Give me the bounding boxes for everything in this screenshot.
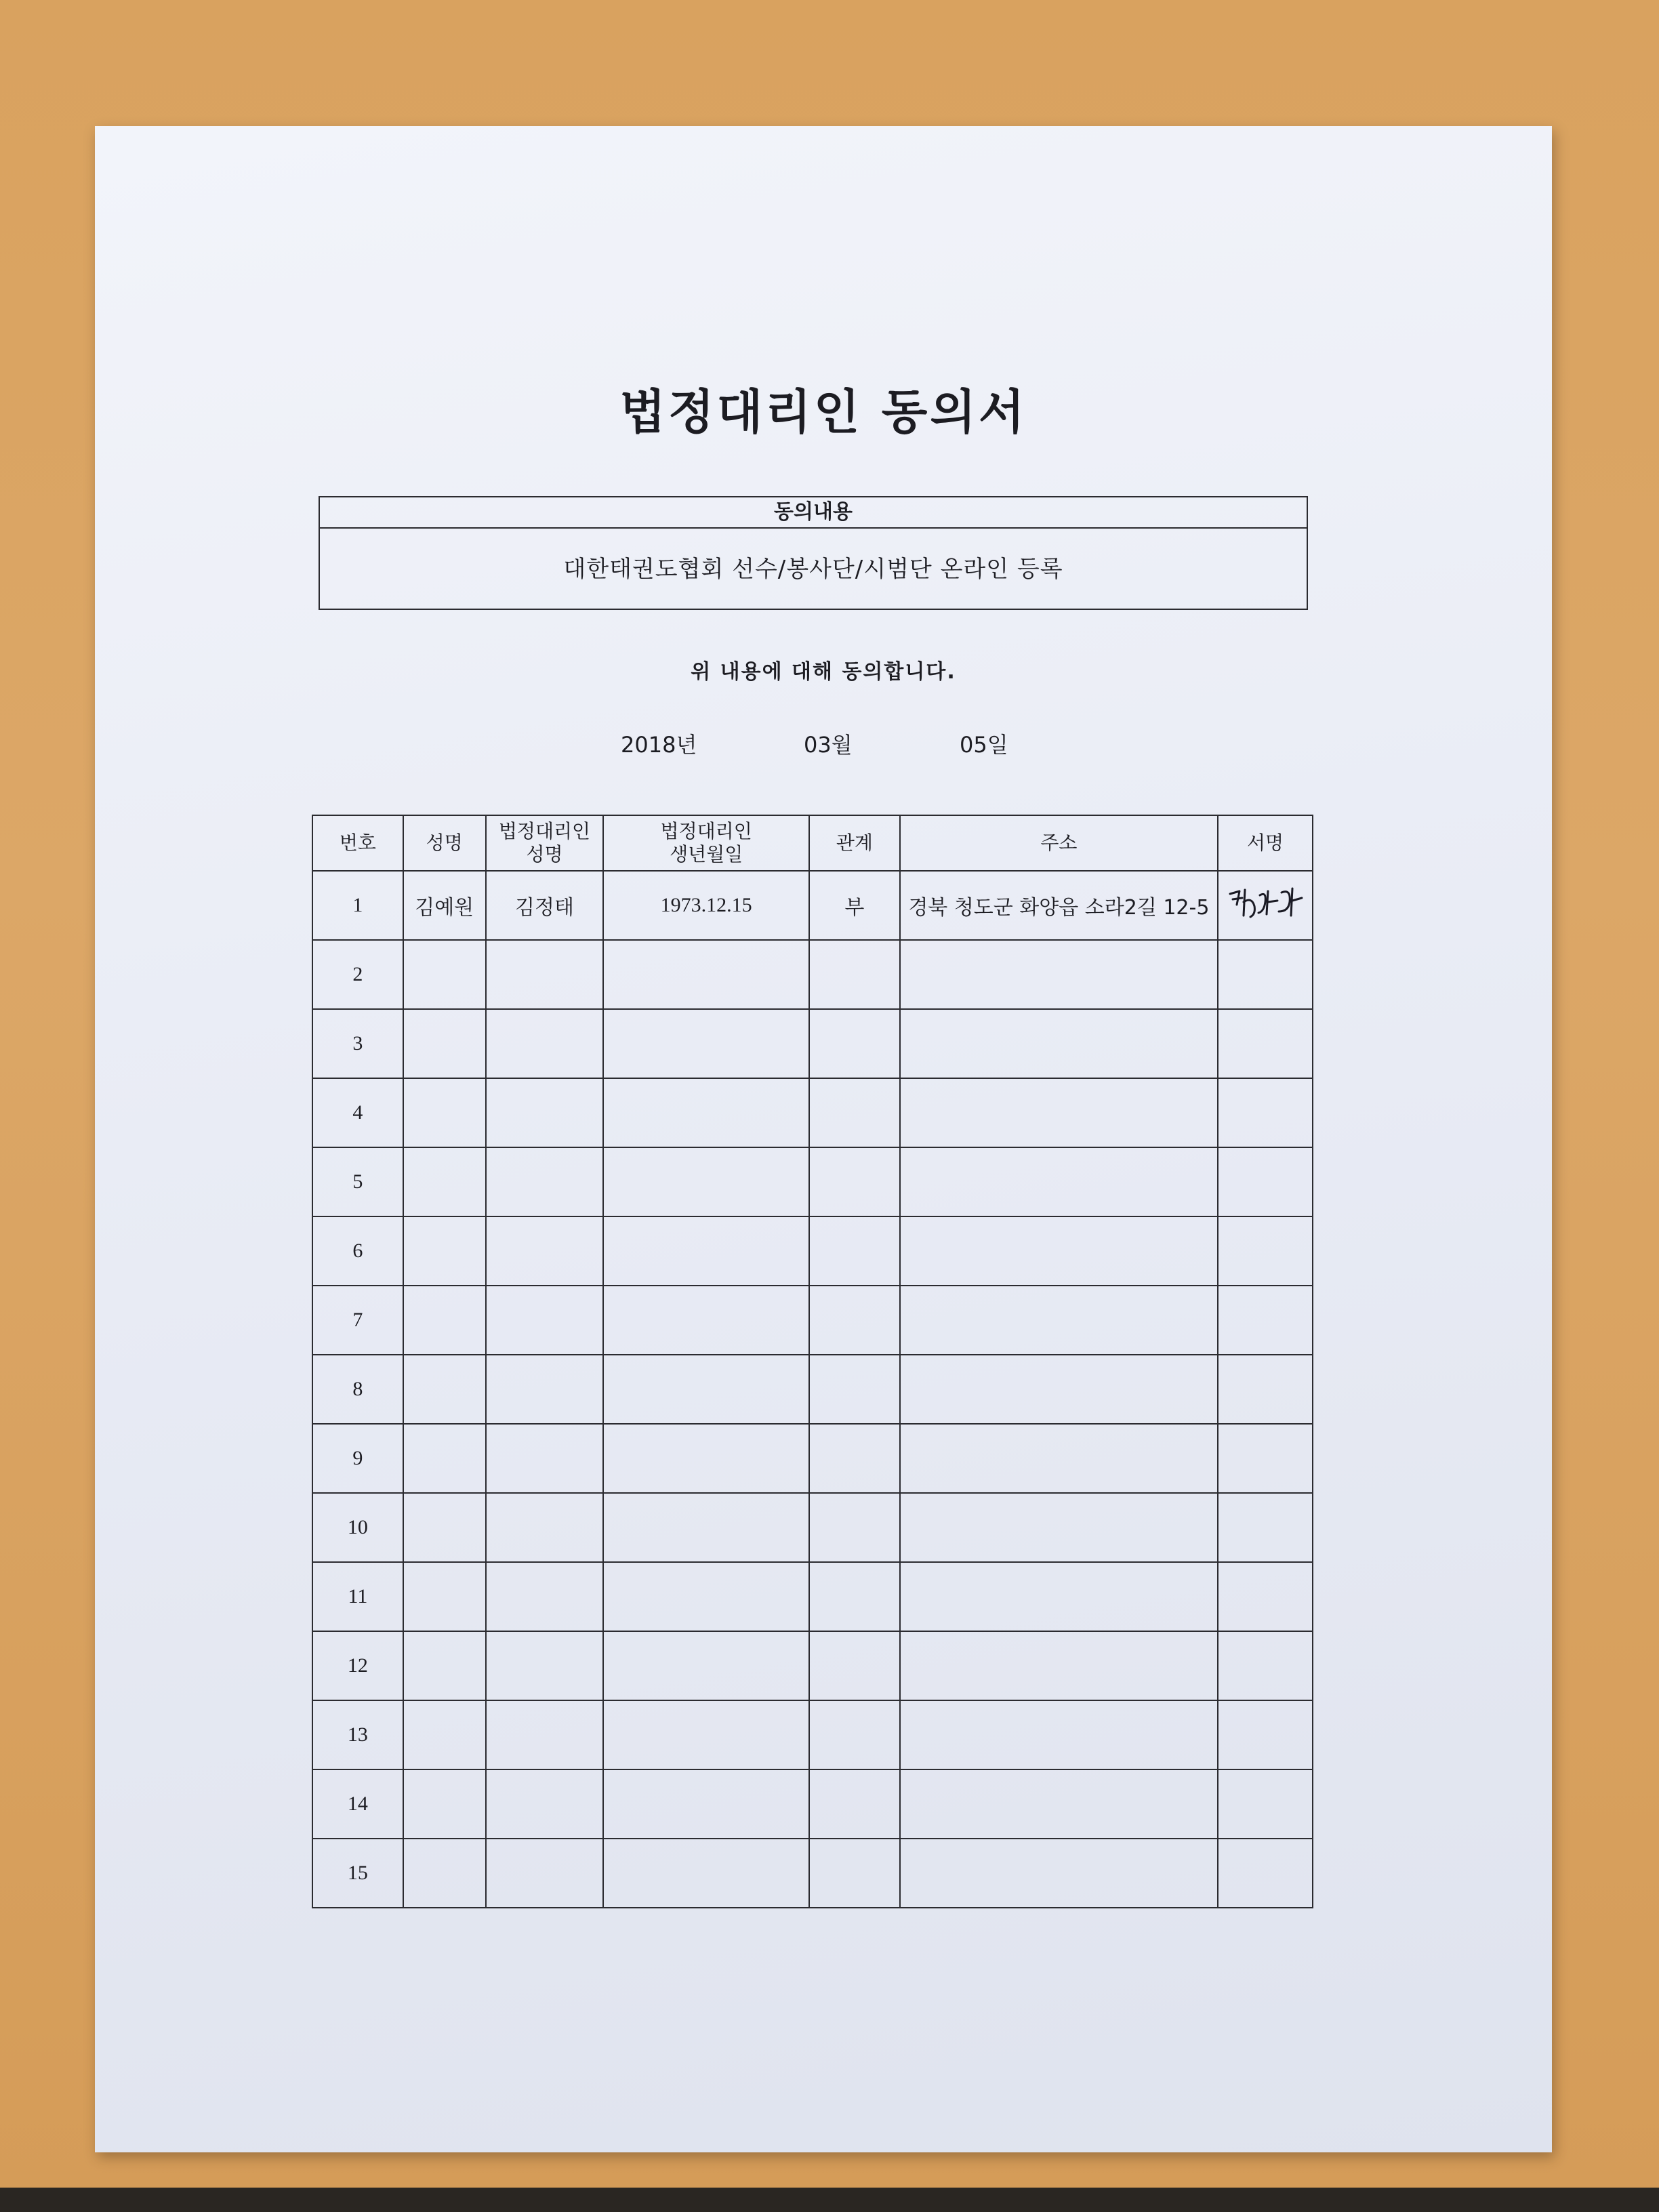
consent-content-body: 대한태권도협회 선수/봉사단/시범단 온라인 등록 xyxy=(563,556,1063,583)
cell-guardian-birth xyxy=(603,1562,809,1631)
cell-relation xyxy=(809,1078,900,1147)
cell-relation xyxy=(809,1769,900,1839)
cell-signature xyxy=(1218,1562,1313,1631)
cell-signature xyxy=(1218,1009,1313,1078)
header-name: 성명 xyxy=(403,815,486,871)
cell-relation xyxy=(809,1562,900,1631)
table-row xyxy=(312,1769,1313,1839)
cell-relation xyxy=(809,1009,900,1078)
cell-address xyxy=(900,1700,1218,1769)
background-edge xyxy=(0,2188,1659,2212)
header-guardian-birth-line1: 법정대리인 xyxy=(660,820,752,842)
cell-address xyxy=(900,940,1218,1009)
table-row xyxy=(312,1700,1313,1769)
cell-name xyxy=(403,1631,486,1700)
date-day: 05일 xyxy=(960,732,1008,758)
cell-signature xyxy=(1218,1839,1313,1908)
cell-guardian-name xyxy=(486,1562,604,1631)
table-row xyxy=(312,1147,1313,1216)
header-relation: 관계 xyxy=(809,815,900,871)
cell-signature xyxy=(1218,871,1313,940)
cell-name xyxy=(403,1147,486,1216)
cell-signature xyxy=(1218,1147,1313,1216)
cell-address xyxy=(900,1424,1218,1493)
cell-number: 1 xyxy=(312,871,403,940)
cell-signature xyxy=(1218,940,1313,1009)
cell-number: 13 xyxy=(312,1700,403,1769)
cell-guardian-name xyxy=(486,1493,604,1562)
header-guardian-birth-line2: 생년월일 xyxy=(670,843,743,865)
cell-guardian-birth xyxy=(603,1009,809,1078)
cell-name xyxy=(403,1700,486,1769)
cell-name xyxy=(403,1562,486,1631)
header-guardian-name xyxy=(486,815,604,871)
cell-guardian-birth xyxy=(603,1839,809,1908)
guardian-roster-table xyxy=(312,815,1313,1908)
cell-number: 14 xyxy=(312,1769,403,1839)
cell-relation xyxy=(809,940,900,1009)
table-row xyxy=(312,1216,1313,1286)
cell-number: 10 xyxy=(312,1493,403,1562)
cell-guardian-birth xyxy=(603,1286,809,1355)
cell-guardian-birth xyxy=(603,1493,809,1562)
cell-guardian-birth xyxy=(603,1631,809,1700)
table-row xyxy=(312,1631,1313,1700)
cell-guardian-name xyxy=(486,1424,604,1493)
cell-relation xyxy=(809,1493,900,1562)
cell-relation xyxy=(809,1700,900,1769)
cell-guardian-name xyxy=(486,1769,604,1839)
cell-address xyxy=(900,1493,1218,1562)
cell-guardian-name xyxy=(486,940,604,1009)
cell-guardian-name xyxy=(486,1147,604,1216)
table-row xyxy=(312,1286,1313,1355)
cell-number: 12 xyxy=(312,1631,403,1700)
cell-guardian-birth xyxy=(603,1424,809,1493)
cell-number: 9 xyxy=(312,1424,403,1493)
cell-guardian-name xyxy=(486,1631,604,1700)
cell-guardian-birth xyxy=(603,940,809,1009)
cell-guardian-name xyxy=(486,1355,604,1424)
table-row xyxy=(312,1839,1313,1908)
cell-name xyxy=(403,1355,486,1424)
cell-name xyxy=(403,1839,486,1908)
header-address: 주소 xyxy=(900,815,1218,871)
cell-guardian-name xyxy=(486,1286,604,1355)
table-row xyxy=(312,1009,1313,1078)
cell-address xyxy=(900,1216,1218,1286)
cell-relation: 부 xyxy=(809,871,900,940)
cell-signature xyxy=(1218,1424,1313,1493)
cell-relation xyxy=(809,1424,900,1493)
cell-name xyxy=(403,1424,486,1493)
cell-number: 4 xyxy=(312,1078,403,1147)
cell-relation xyxy=(809,1286,900,1355)
cell-address xyxy=(900,1769,1218,1839)
cell-address xyxy=(900,1631,1218,1700)
cell-guardian-name xyxy=(486,1216,604,1286)
header-signature: 서명 xyxy=(1218,815,1313,871)
cell-name xyxy=(403,1009,486,1078)
table-row xyxy=(312,940,1313,1009)
cell-signature xyxy=(1218,1286,1313,1355)
cell-signature xyxy=(1218,1700,1313,1769)
cell-number: 6 xyxy=(312,1216,403,1286)
cell-number: 8 xyxy=(312,1355,403,1424)
cell-name xyxy=(403,940,486,1009)
cell-number: 15 xyxy=(312,1839,403,1908)
cell-guardian-birth xyxy=(603,1078,809,1147)
cell-address xyxy=(900,1286,1218,1355)
header-number: 번호 xyxy=(312,815,403,871)
cell-guardian-birth xyxy=(603,1355,809,1424)
cell-relation xyxy=(809,1355,900,1424)
cell-address xyxy=(900,1562,1218,1631)
consent-content-header: 동의내용 xyxy=(320,497,1307,529)
cell-guardian-birth xyxy=(603,1769,809,1839)
document-title: 법정대리인 동의서 xyxy=(619,384,1027,440)
table-header-row xyxy=(312,815,1313,871)
cell-number: 11 xyxy=(312,1562,403,1631)
date-year: 2018년 xyxy=(621,732,697,758)
cell-guardian-name: 김정태 xyxy=(486,871,604,940)
cell-address xyxy=(900,1355,1218,1424)
cell-signature xyxy=(1218,1493,1313,1562)
cell-relation xyxy=(809,1631,900,1700)
cell-signature xyxy=(1218,1355,1313,1424)
cell-number: 7 xyxy=(312,1286,403,1355)
cell-relation xyxy=(809,1839,900,1908)
table-body xyxy=(312,871,1313,1908)
cell-name xyxy=(403,1493,486,1562)
cell-guardian-name xyxy=(486,1700,604,1769)
cell-name xyxy=(403,1216,486,1286)
header-guardian-name-line1: 법정대리인 xyxy=(498,820,591,842)
cell-guardian-birth xyxy=(603,1700,809,1769)
cell-guardian-name xyxy=(486,1009,604,1078)
consent-content-box xyxy=(319,496,1308,610)
cell-name xyxy=(403,1769,486,1839)
cell-guardian-name xyxy=(486,1078,604,1147)
cell-number: 3 xyxy=(312,1009,403,1078)
cell-name xyxy=(403,1286,486,1355)
cell-signature xyxy=(1218,1631,1313,1700)
cell-signature xyxy=(1218,1769,1313,1839)
cell-signature xyxy=(1218,1216,1313,1286)
cell-address: 경북 청도군 화양읍 소라2길 12-5 xyxy=(900,871,1218,940)
cell-name xyxy=(403,1078,486,1147)
handwritten-signature xyxy=(1225,882,1306,929)
header-guardian-birth xyxy=(603,815,809,871)
cell-relation xyxy=(809,1216,900,1286)
cell-address xyxy=(900,1009,1218,1078)
cell-guardian-birth xyxy=(603,1147,809,1216)
table-row xyxy=(312,1355,1313,1424)
cell-address xyxy=(900,1078,1218,1147)
table-row xyxy=(312,1078,1313,1147)
cell-address xyxy=(900,1147,1218,1216)
cell-signature xyxy=(1218,1078,1313,1147)
cell-name: 김예원 xyxy=(403,871,486,940)
cell-address xyxy=(900,1839,1218,1908)
table-row xyxy=(312,871,1313,940)
cell-relation xyxy=(809,1147,900,1216)
cell-number: 2 xyxy=(312,940,403,1009)
cell-number: 5 xyxy=(312,1147,403,1216)
table-row xyxy=(312,1493,1313,1562)
cell-guardian-name xyxy=(486,1839,604,1908)
agreement-statement: 위 내용에 대해 동의합니다. xyxy=(691,660,956,684)
table-row xyxy=(312,1562,1313,1631)
paper-sheet xyxy=(95,126,1552,2152)
header-guardian-name-line2: 성명 xyxy=(526,843,563,865)
date-month: 03월 xyxy=(804,732,853,758)
cell-guardian-birth xyxy=(603,1216,809,1286)
cell-guardian-birth: 1973.12.15 xyxy=(603,871,809,940)
table-row xyxy=(312,1424,1313,1493)
